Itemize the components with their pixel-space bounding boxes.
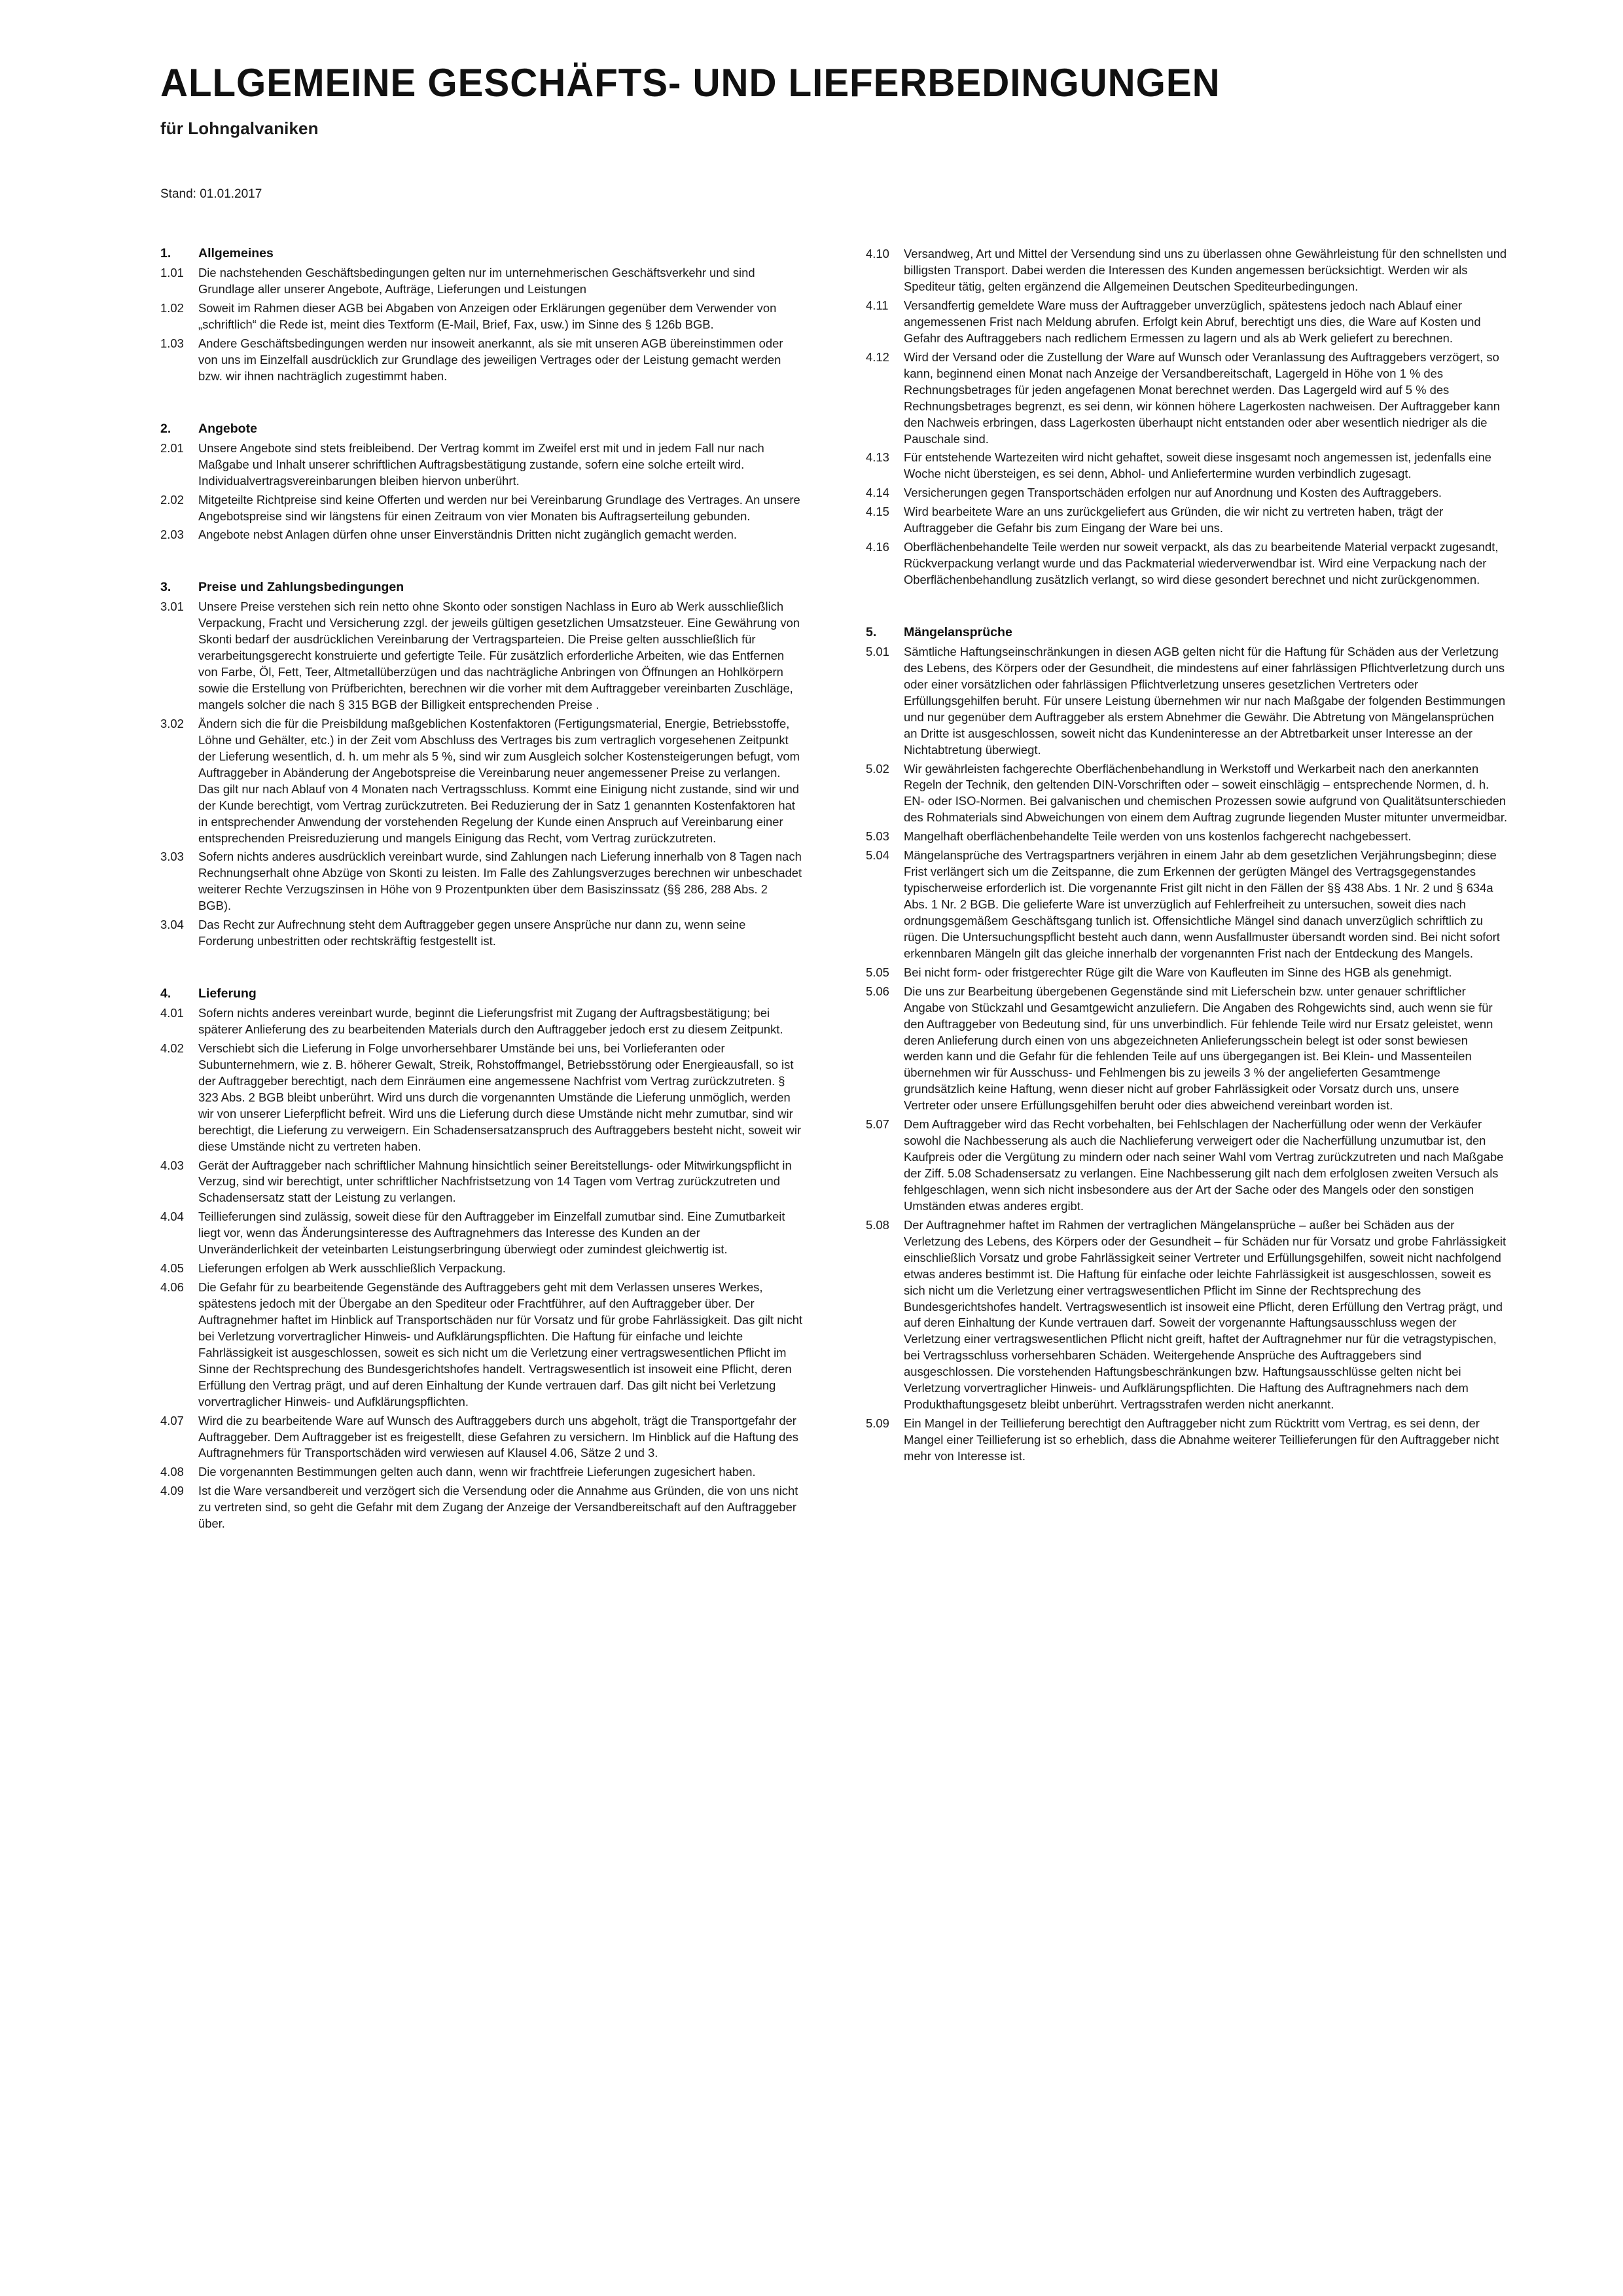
clause (160, 440, 803, 490)
clause-text: Mitgeteilte Richtpreise sind keine Offerten und werden nur bei Vereinbarung Grundlage des Vertrages. An unsere Angebotspreise sind wir längstens für einen Zeitraum von vier Monaten bis Auftragserteilung gebunden. (198, 492, 800, 523)
clause-group (866, 246, 1508, 588)
clause (160, 1483, 803, 1532)
clause-number: 4.11 (866, 298, 889, 312)
section-heading (866, 625, 1508, 640)
clause-number: 4.14 (866, 486, 889, 500)
section-block (866, 608, 1508, 1465)
clause-number: 2.02 (160, 492, 184, 507)
clause-number: 4.06 (160, 1280, 184, 1295)
section-number: 1. (160, 246, 171, 261)
clause-number: 4.10 (866, 247, 889, 261)
clause (866, 984, 1508, 1115)
clause-text: Angebote nebst Anlagen dürfen ohne unser Einverständnis Dritten nicht zugänglich gemacht werden. (198, 528, 738, 542)
clause-text: Unsere Angebote sind stets freibleibend. Der Vertrag kommt im Zweifel erst mit und in jedem Fall nur nach Maßgabe und Inhalt unserer schriftlichen Auftragsbestätigung zustande, sofern eine solche erteilt wird. Individualvertragsvereinbarungen bleiben hiervon unberührt. (198, 440, 764, 488)
clause-number: 1.03 (160, 336, 184, 350)
clause-group (160, 265, 803, 385)
clause (866, 539, 1508, 588)
clause (866, 246, 1508, 295)
clause (160, 849, 803, 914)
clause-text: Die nachstehenden Geschäftsbedingungen gelten nur im unternehmerischen Geschäftsverkehr und sind Grundlage aller unserer Angebote, Aufträge, Lieferungen und Leistungen (198, 266, 755, 296)
section-block (160, 969, 803, 1532)
clause-text: Versicherungen gegen Transportschäden erfolgen nur auf Anordnung und Kosten des Auftraggebers. (904, 486, 1442, 500)
clause (160, 300, 803, 333)
clause-group (160, 599, 803, 950)
left-column (160, 246, 803, 1535)
clause-number: 4.04 (160, 1210, 184, 1224)
clause-text: Der Auftragnehmer haftet im Rahmen der vertraglichen Mängelansprüche – außer bei Schäden aus der Verletzung des Lebens, des Körpers oder der Gesundheit – für Schäden nur für Vorsatz und grobe Fahrlässigkeit einschließlich Vorsatz und grobe Fahrlässigkeit seiner Vertreter und Erfüllungsgehilfen, soweit nicht nachfolgend etwas anderes bestimmt ist. Die Haftung für einfache oder leichte Fahrlässigkeit ist ausgeschlossen, soweit es sich nicht um die Verletzung einer vertragswesentlichen Pflicht im Sinne der Rechtsprechung des Bundesgerichtshofes handelt. Vertragswesentlich ist insoweit eine Pflicht, deren Erfüllung den Vertrag prägt, und auf deren Einhaltung der Kunde vertrauen darf. Soweit der vorgenannte Haftungsausschluss wegen der Verletzung einer vertragswesentlichen Pflicht nicht greift, haftet der Auftragnehmer nur für die vetragstypischen, bei Vertragsschluss vorhersehbaren Schäden. Weitergehende Ansprüche des Auftraggebers sind ausgeschlossen. Die vorstehenden Haftungsbeschränkungen bzw. Haftungsausschlüsse gelten nicht bei Verletzung vorvertraglicher Hinweis- und Aufklärungspflichten. Die Haftung des Auftragnehmers nach dem Produkthaftungsgesetz bleibt unberührt. Vertragsstrafen werden nicht anerkannt. (904, 1217, 1507, 1412)
section-number: 4. (160, 986, 171, 1001)
clause-number: 4.08 (160, 1465, 184, 1479)
clause-text: Ändern sich die für die Preisbildung maßgeblichen Kostenfaktoren (Fertigungsmaterial, Energie, Betriebsstoffe, Löhne und Gehälter, etc.) in der Zeit vom Abschluss des Vertrages bis zum vertraglich vorgesehenen Zeitpunkt der Lieferung wesentlich, d. h. um mehr als 5 %, sind wir zum Ausgleich solcher Kostensteigerungen befugt, vom Auftraggeber in Abänderung der Angebotspreise die Vereinbarung neuer angemessener Preise zu verlangen. Das gilt nur nach Ablauf von 4 Monaten nach Vertragsschluss. Kommt eine Einigung nicht zustande, sind wir und der Kunde berechtigt, vom Vertrag zurückzutreten. Bei Reduzierung der in Satz 1 genannten Kostenfaktoren hat in entsprechender Anwendung der vorstehenden Regelung der Kunde einen Anspruch auf Vereinbarung einer entsprechenden Preisreduzierung und mangels Einigung das Recht, vom Vertrag zurückzutreten. (198, 716, 800, 845)
clause-text: Gerät der Auftraggeber nach schriftlicher Mahnung hinsichtlich seiner Bereitstellungs- oder Mitwirkungspflicht in Verzug, sind wir berechtigt, unter schriftlicher Nachfristsetzung von 14 Tagen vom Vertrag zurückzutreten und Schadensersatz statt der Leistung zu verlangen. (198, 1158, 792, 1205)
clause (866, 450, 1508, 482)
clause-number: 4.05 (160, 1261, 184, 1276)
section-spacer (160, 404, 803, 422)
clause (160, 492, 803, 525)
clause-text: Sämtliche Haftungseinschränkungen in diesen AGB gelten nicht für die Haftung für Schäden aus der Verletzung des Lebens, des Körpers oder der Gesundheit, die mindestens auf einer fahrlässigen Pflichtverletzung durch uns oder einer vorsätzlichen oder fahrlässigen Pflichtverletzung unseres gesetzlichen Vertreters oder Erfüllungsgehilfen beruht. Für unsere Leistung übernehmen wir nur nach Maßgabe der folgenden Bestimmungen und nur gegenüber dem Auftraggeber als erstem Abnehmer die Gewähr. Die Abtretung von Mängelansprüchen an Dritte ist ausgeschlossen, soweit nicht das Kundeninteresse an der Abtretbarkeit unser Interesse an der Nichtabtretung überwiegt. (904, 644, 1506, 757)
clause-text: Die vorgenannten Bestimmungen gelten auch dann, wenn wir frachtfreie Lieferungen zugesichert haben. (198, 1465, 756, 1479)
clause (160, 1413, 803, 1462)
clause-number: 4.01 (160, 1006, 184, 1020)
clause-number: 5.09 (866, 1416, 889, 1431)
section-title: Lieferung (198, 986, 257, 1001)
clause-text: Verschiebt sich die Lieferung in Folge unvorhersehbarer Umstände bei uns, bei Vorlieferanten oder Subunternehmern, wie z. B. höherer Gewalt, Streik, Rohstoffmangel, Betriebsstörung oder Energieausfall, so ist der Auftraggeber berechtigt, nach dem Einräumen eine angemessene Nachfrist vom Vertrag zurückzutreten. § 323 Abs. 2 BGB bleibt unberührt. Wird uns durch die vorgenannten Umstände die Lieferung unmöglich, werden wir von unserer Lieferpflicht befreit. Wird uns die Lieferung durch diese Umstände nicht mehr zumutbar, sind wir berechtigt, die Lieferung zu verweigern. Ein Schadensersatzanspruch des Auftraggebers besteht nicht, soweit wir diese Umstände nicht zu vertreten haben. (198, 1041, 802, 1153)
clause-number: 3.02 (160, 716, 184, 730)
clause-text: Das Recht zur Aufrechnung steht dem Auftraggeber gegen unsere Ansprüche nur dann zu, wenn seine Forderung unbestritten oder rechtskräftig festgestellt ist. (198, 918, 746, 948)
section-heading (160, 422, 803, 437)
clause (160, 716, 803, 847)
clause (866, 644, 1508, 759)
clause-number: 4.02 (160, 1041, 184, 1055)
section-heading (160, 246, 803, 261)
clause-text: Sofern nichts anderes ausdrücklich vereinbart wurde, sind Zahlungen nach Lieferung innerhalb von 8 Tagen nach Rechnungserhalt ohne Abzüge von Skonti zu leisten. Im Falle des Zahlungsverzuges berechnen wir unbeschadet weiterer Rechte Verzugszinsen in Höhe von 9 Prozentpunkten über dem Basiszinssatz (§§ 286, 288 Abs. 2 BGB). (198, 850, 802, 913)
clause-text: Wir gewährleisten fachgerechte Oberflächenbehandlung in Werkstoff und Werkarbeit nach den anerkannten Regeln der Technik, den geltenden DIN-Vorschriften oder – soweit einschlägig – entsprechende Normen, d. h. EN- oder ISO-Normen. Bei galvanischen und chemischen Prozessen sowie aufgrund von Qualitätsunterschieden des Rohmaterials sind Abweichungen von einem dem Auftrag zugrunde liegenden Muster mitunter unvermeidbar. (904, 761, 1508, 825)
page-subtitle: für Lohngalvaniken (160, 118, 319, 139)
two-column-body (160, 246, 1508, 1535)
clause (160, 1261, 803, 1277)
clause (160, 265, 803, 298)
clause-text: Andere Geschäftsbedingungen werden nur insoweit anerkannt, als sie mit unseren AGB übereinstimmen oder von uns im Einzelfall ausdrücklich zur Grundlage des jeweiligen Vertrages oder der Leistung gemacht werden bzw. wir ihnen nachträglich zugestimmt haben. (198, 336, 783, 383)
clause-number: 3.01 (160, 600, 184, 614)
clause-text: Teillieferungen sind zulässig, soweit diese für den Auftraggeber im Einzelfall zumutbar sind. Eine Zumutbarkeit liegt vor, wenn das Änderungsinteresse des Auftragnehmers das Interesse des Kunden an der Unveränderlichkeit der veteinbarten Leistungserbringung überwiegt oder zumindest gleichwertig ist. (198, 1210, 785, 1257)
clause-number: 4.15 (866, 505, 889, 519)
clause (160, 1041, 803, 1155)
clause-number: 4.07 (160, 1413, 184, 1427)
clause (866, 1416, 1508, 1465)
right-column (866, 246, 1508, 1467)
clause-number: 2.03 (160, 528, 184, 542)
section-title: Angebote (198, 421, 257, 436)
clause-group (160, 1005, 803, 1532)
section-heading (160, 986, 803, 1001)
section-block (160, 404, 803, 544)
clause (160, 917, 803, 950)
clause (160, 1280, 803, 1410)
clause-number: 4.12 (866, 350, 889, 364)
clause (866, 298, 1508, 347)
clause-number: 4.16 (866, 540, 889, 554)
clause-text: Die uns zur Bearbeitung übergebenen Gegenstände sind mit Lieferschein bzw. unter genauer schriftlicher Angabe von Stückzahl und Gesamtgewicht anzuliefern. Die Angaben des Rohgewichts sind, auch wenn sie für den Auftraggeber von Bedeutung sind, für uns unverbindlich. Für fehlende Teile wird nur Ersatz geleistet, wenn deren Anlieferung durch einen von uns abgezeichneten Anlieferungsschein belegt ist oder sonst bewiesen werden kann und die Gefahr für die fehlenden Teile auf uns übergegangen ist. Bei Klein- und Massenteilen übernehmen wir für Ausschuss- und Fehlmengen bis zu jeweils 3 % der angelieferten Gesamtmenge grundsätzlich keine Haftung, wenn dieser nicht auf grober Fahrlässigkeit oder Vorsatz durch uns, unsere Vertreter oder unsere Erfüllungsgehilfen beruht oder dies abweichend vereinbart worden ist. (904, 984, 1493, 1113)
section-number: 3. (160, 580, 171, 595)
clause-number: 5.01 (866, 644, 889, 658)
clause-number: 5.08 (866, 1217, 889, 1232)
clause-text: Soweit im Rahmen dieser AGB bei Abgaben von Anzeigen oder Erklärungen gegenüber dem Verwender von „schriftlich“ die Rede ist, meint dies Textform (E-Mail, Brief, Fax, usw.) im Sinne des § 126b BGB. (198, 301, 777, 331)
clause (866, 829, 1508, 845)
clause-number: 5.06 (866, 984, 889, 998)
clause (160, 1209, 803, 1258)
clause-text: Lieferungen erfolgen ab Werk ausschließlich Verpackung. (198, 1261, 506, 1276)
section-block (160, 563, 803, 950)
page-title: ALLGEMEINE GESCHÄFTS- UND LIEFERBEDINGUNGEN (160, 61, 1221, 105)
section-number: 2. (160, 421, 171, 436)
clause (160, 1005, 803, 1038)
clause-text: Sofern nichts anderes vereinbart wurde, beginnt die Lieferungsfrist mit Zugang der Auftragsbestätigung; bei späterer Anlieferung des zu bearbeitenden Materials durch den Auftraggeber jedoch erst zu diesem Zeitpunkt. (198, 1006, 783, 1036)
clause-text: Dem Auftraggeber wird das Recht vorbehalten, bei Fehlschlagen der Nacherfüllung oder wenn der Verkäufer sowohl die Nachbesserung als auch die Nachlieferung verweigert oder die Nacherfüllung unzumutbar ist, den Kaufpreis oder die Vergütung zu mindern oder nach seiner Wahl vom Vertrag zurückzutreten und nach Maßgabe der Ziff. 5.08 Schadensersatz zu verlangen. Eine Nachbesserung gilt nach dem erfolglosen zweiten Versuch als fehlgeschlagen, wenn sich nicht insbesondere aus der Art der Sache oder des Mangels oder den sonstigen Umständen etwas anderes ergibt. (904, 1117, 1504, 1213)
clause-number: 2.01 (160, 440, 184, 455)
clause-number: 5.05 (866, 965, 889, 979)
clause-text: Unsere Preise verstehen sich rein netto ohne Skonto oder sonstigen Nachlass in Euro ab Werk ausschließlich Verpackung, Fracht und Versicherung zzgl. der jeweils gültigen gesetzlichen Umsatzsteuer. Eine Gewährung von Skonti bedarf der ausdrücklichen Vereinbarung der Vertragsparteien. Die Preise gelten ausschließlich für verarbeitungsgerecht konstruierte und gefertigte Teile. Für zusätzlich erforderliche Arbeiten, wie das Entfernen von Farbe, Öl, Fett, Teer, Altmetallüberzügen und das nachträgliche Anbringen von Öffnungen an Hohlkörpern sowie die Erstellung von Prüfberichten, berechnen wir die vorher mit dem Auftraggeber vereinbarten Zuschläge, mangels solcher die nach § 315 BGB der Billigkeit entsprechenden Preise . (198, 600, 800, 711)
clause-text: Wird die zu bearbeitende Ware auf Wunsch des Auftraggebers durch uns abgeholt, trägt die Transportgefahr der Auftraggeber. Dem Auftraggeber ist es freigestellt, diese Gefahren zu versichern. Im Hinblick auf die Haftung des Auftragnehmers für Transportschäden wird verwiesen auf Klausel 4.06, Sätze 2 und 3. (198, 1413, 798, 1460)
clause (866, 965, 1508, 981)
clause (160, 599, 803, 713)
clause-text: Ein Mangel in der Teillieferung berechtigt den Auftraggeber nicht zum Rücktritt vom Vertrag, es sei denn, der Mangel einer Teillieferung ist so erheblich, dass die Abnahme weiterer Teillieferungen für den Auftraggeber nicht mehr von Interesse ist. (904, 1416, 1499, 1463)
section-block (866, 246, 1508, 588)
clause-number: 1.01 (160, 266, 184, 280)
clause (866, 350, 1508, 448)
clause-text: Für entstehende Wartezeiten wird nicht gehaftet, soweit diese insgesamt noch angemessen ist, jedenfalls eine Woche nicht übersteigen, es sei denn, Abhol- und Anliefertermine wurden verbindlich zugesagt. (904, 450, 1491, 481)
clause-number: 1.02 (160, 301, 184, 315)
clause (160, 1464, 803, 1480)
clause-text: Versandweg, Art und Mittel der Versendung sind uns zu überlassen ohne Gewährleistung für den schnellsten und billigsten Transport. Dabei werden die Interessen des Kunden angemessen berücksichtigt. Werden wir als Spediteur tätig, gelten ergänzend die Allgemeinen Deutschen Spediteurbedingungen. (904, 247, 1507, 294)
clause (866, 504, 1508, 537)
clause-group (160, 440, 803, 544)
status-date: Stand: 01.01.2017 (160, 187, 262, 202)
clause-number: 5.03 (866, 829, 889, 844)
document-header (160, 63, 1492, 202)
clause-text: Ist die Ware versandbereit und verzögert sich die Versendung oder die Annahme aus Gründen, die von uns nicht zu vertreten sind, so geht die Gefahr mit dem Zugang der Anzeige der Versandbereitschaft auf den Auftraggeber über. (198, 1484, 798, 1531)
clause-text: Versandfertig gemeldete Ware muss der Auftraggeber unverzüglich, spätestens jedoch nach Ablauf einer angemessenen Frist nach Meldung abrufen. Erfolgt kein Abruf, berechtigt uns dies, die Ware auf Kosten und Gefahr des Auftraggebers nach redlichem Ermessen zu lagern und als ab Werk geliefert zu berechnen. (904, 298, 1481, 345)
clause-text: Oberflächenbehandelte Teile werden nur soweit verpackt, als das zu bearbeitende Material verpackt zugesandt, Rückverpackung verlangt wurde und das Packmaterial wiederverwendbar ist. Wird eine Verpackung nach der Oberflächenbehandlung zusätzlich verlangt, so wird diese gesondert berechnet und nicht zurückgenommen. (904, 540, 1499, 586)
section-heading (160, 580, 803, 595)
clause-text: Wird der Versand oder die Zustellung der Ware auf Wunsch oder Veranlassung des Auftraggebers verzögert, so kann, beginnend einen Monat nach Anzeige der Versandbereitschaft, Lagergeld in Höhe von 1 % des Rechnungsbetrages für jeden angefagenen Monat berechnet werden. Das Lagergeld wird auf 5 % des Rechnungsbetrages begrenzt, es sei denn, wir können höhere Lagerkosten nachweisen. Der Auftraggeber kann den Nachweis erbringen, dass Lagerkosten überhaupt nicht entstanden oder aber wesentlich niedriger als die Pauschale sind. (904, 350, 1500, 446)
clause-text: Mangelhaft oberflächenbehandelte Teile werden von uns kostenlos fachgerecht nachgebessert. (904, 829, 1412, 844)
section-block (160, 246, 803, 385)
clause-number: 3.03 (160, 850, 184, 864)
clause (866, 1217, 1508, 1413)
clause (866, 761, 1508, 827)
clause-number: 5.07 (866, 1117, 889, 1132)
section-title: Preise und Zahlungsbedingungen (198, 580, 404, 595)
section-spacer (160, 563, 803, 580)
clause-number: 4.13 (866, 450, 889, 465)
section-number: 5. (866, 624, 877, 639)
clause-text: Mängelansprüche des Vertragspartners verjähren in einem Jahr ab dem gesetzlichen Verjährungsbeginn; diese Frist verlängert sich um die Zeitspanne, die zum Erkennen der gerügten Mängel des Vertragsgegenstandes typischerweise erforderlich ist. Die vorgenannte Frist gilt nicht in den Fällen der §§ 438 Abs. 1 Nr. 2 und § 634a Abs. 1 Nr. 2 BGB. Die gelieferte Ware ist unverzüglich auf Fehlerfreiheit zu untersuchen, soweit dies nach ordnungsgemäßem Geschäftsgang tunlich ist. Offensichtliche Mängel sind danach unverzüglich schriftlich zu rügen. Die Untersuchungspflicht besteht auch dann, wenn Ausfallmuster übersandt worden sind. Bei nicht sofort erkennbaren Mängeln gilt das gleiche innerhalb der vorgenannten Frist nach der Entdeckung des Mangels. (904, 848, 1500, 960)
clause-group (866, 644, 1508, 1465)
clause-number: 4.03 (160, 1158, 184, 1172)
clause-text: Die Gefahr für zu bearbeitende Gegenstände des Auftraggebers geht mit dem Verlassen unseres Werkes, spätestens jedoch mit der Übergabe an den Spediteur oder Frachtführer, auf den Auftraggeber über. Der Auftragnehmer haftet im Hinblick auf Transportschäden nur für Vorsatz und für grobe Fahrlässigkeit. Das gilt nicht bei Verletzung vorvertraglicher Hinweis- und Aufklärungspflichten. Die Haftung für einfache und leichte Fahrlässigkeit ist ausgeschlossen, soweit es sich nicht um die Verletzung einer vertragswesentlichen Pflicht im Sinne der Rechtsprechung des Bundesgerichtshofes handelt. Vertragswesentlich ist insoweit eine Pflicht, deren Erfüllung den Vertrag prägt, und auf deren Einhaltung der Kunde vertrauen darf. Das gilt nicht bei Verletzung vorvertraglicher Hinweis- und Aufklärungspflichten. (198, 1280, 803, 1408)
section-title: Mängelansprüche (904, 624, 1012, 639)
clause-text: Bei nicht form- oder fristgerechter Rüge gilt die Ware von Kaufleuten im Sinne des HGB als genehmigt. (904, 965, 1452, 979)
section-title: Allgemeines (198, 246, 274, 261)
section-spacer (160, 969, 803, 986)
clause (866, 848, 1508, 962)
clause (866, 485, 1508, 501)
clause (160, 527, 803, 543)
clause-number: 5.04 (866, 848, 889, 863)
clause (160, 1158, 803, 1207)
clause-text: Wird bearbeitete Ware an uns zurückgeliefert aus Gründen, die wir nicht zu vertreten haben, trägt der Auftraggeber die Gefahr bis zum Eingang der Ware bei uns. (904, 505, 1444, 535)
clause-number: 5.02 (866, 761, 889, 776)
clause-number: 4.09 (160, 1484, 184, 1498)
clause-number: 3.04 (160, 918, 184, 932)
clause (160, 336, 803, 385)
clause (866, 1117, 1508, 1215)
section-spacer (866, 608, 1508, 625)
